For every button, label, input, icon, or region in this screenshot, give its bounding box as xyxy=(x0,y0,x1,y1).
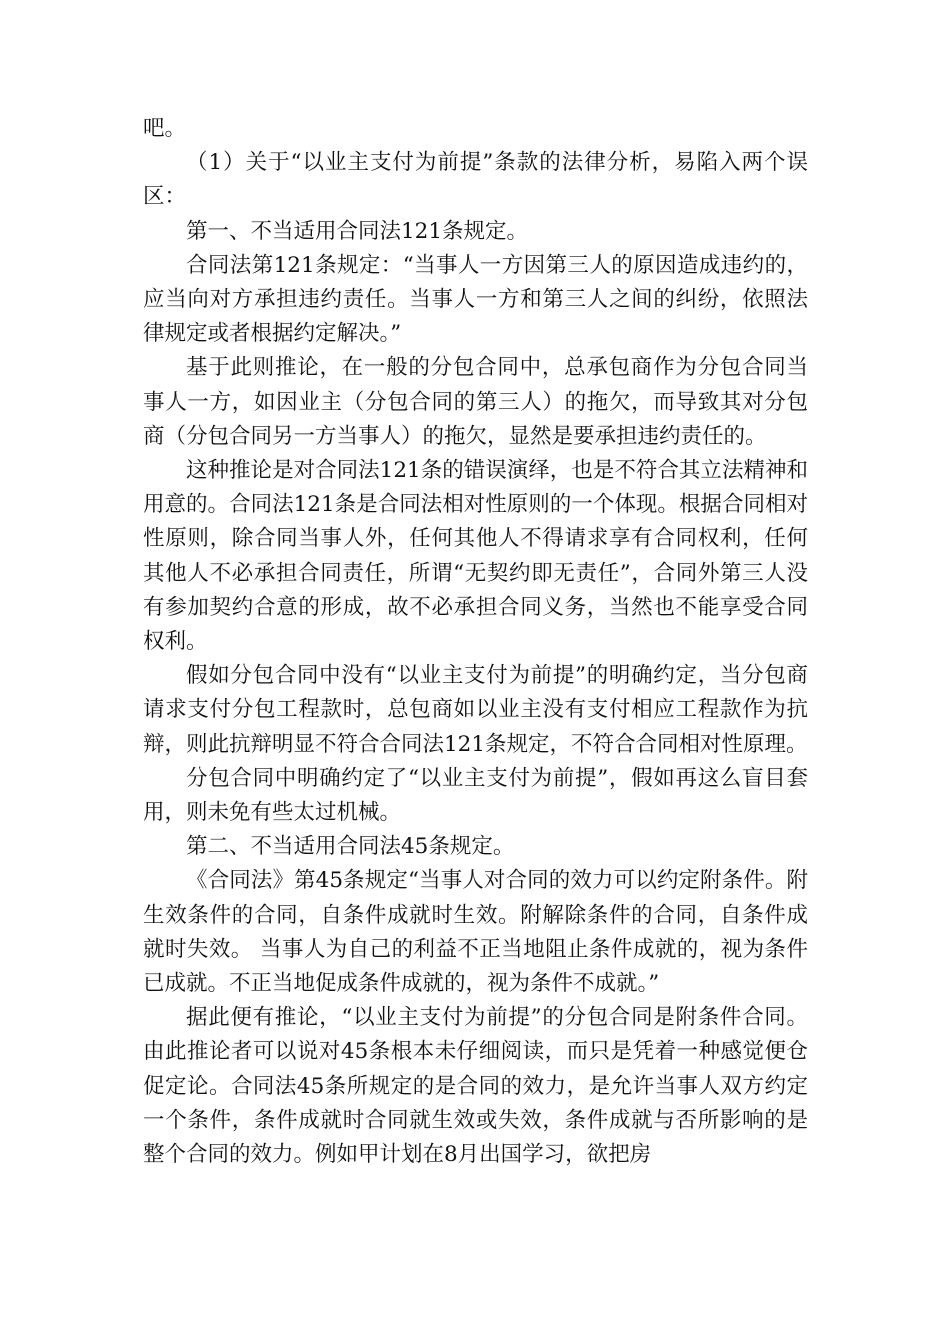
paragraph-relativity-principle: 这种推论是对合同法121条的错误演绎，也是不符合其立法精神和用意的。合同法121条是合同法相对性原则的一个体现。根据合同相对性原则，除合同当事人外，任何其他人不得请求享有合同权利，任何其他人不必承担合同责任，所谓“无契约即无责任”，合同外第三人没有参加契约合意的形成，故不必承担合同义务，当然也不能享受合同权利。 xyxy=(143,458,808,655)
paragraph-section-heading: （1）关于“以业主支付为前提”条款的法律分析，易陷入两个误区： xyxy=(143,150,808,210)
paragraph-point-two-heading: 第二、不当适用合同法45条规定。 xyxy=(186,834,515,860)
paragraph-explicit-agreement-case: 分包合同中明确约定了“以业主支付为前提”，假如再这么盲目套用，则未免有些太过机械。 xyxy=(143,765,808,826)
paragraph-article-45-quote: 《合同法》第45条规定“当事人对合同的效力可以约定附条件。附生效条件的合同，自条件成就时生效。附解除条件的合同，自条件成就时失效。 当事人为自己的利益不正当地阻止条件成就的，视为条件已成就。不正当地促成条件成就的，视为条件不成就。” xyxy=(143,868,808,997)
paragraph-no-agreement-case: 假如分包合同中没有“以业主支付为前提”的明确约定，当分包商请求支付分包工程款时，总包商如以业主没有支付相应工程款作为抗辩，则此抗辩明显不符合合同法121条规定，不符合合同相对性原理。 xyxy=(143,663,808,757)
paragraph-continuation: 吧。 xyxy=(143,116,187,141)
paragraph-conditional-contract: 据此便有推论，“以业主支付为前提”的分包合同是附条件合同。由此推论者可以说对45条根本未仔细阅读，而只是凭着一种感觉便仓促定论。合同法45条所规定的是合同的效力，是允许当事人双方约定一个条件，条件成就时合同就生效或失效，条件成就与否所影响的是整个合同的效力。例如甲计划在8月出国学习，欲把房 xyxy=(143,1005,808,1168)
paragraph-point-one-heading: 第一、不当适用合同法121条规定。 xyxy=(186,218,529,244)
document-body xyxy=(143,112,808,1172)
paragraph-inference: 基于此则推论，在一般的分包合同中，总承包商作为分包合同当事人一方，如因业主（分包合同的第三人）的拖欠，而导致其对分包商（分包合同另一方当事人）的拖欠，显然是要承担违约责任的。 xyxy=(143,355,808,449)
paragraph-article-121-quote: 合同法第121条规定：“当事人一方因第三人的原因造成违约的，应当向对方承担违约责任。当事人一方和第三人之间的纠纷，依照法律规定或者根据约定解决。” xyxy=(143,252,808,347)
